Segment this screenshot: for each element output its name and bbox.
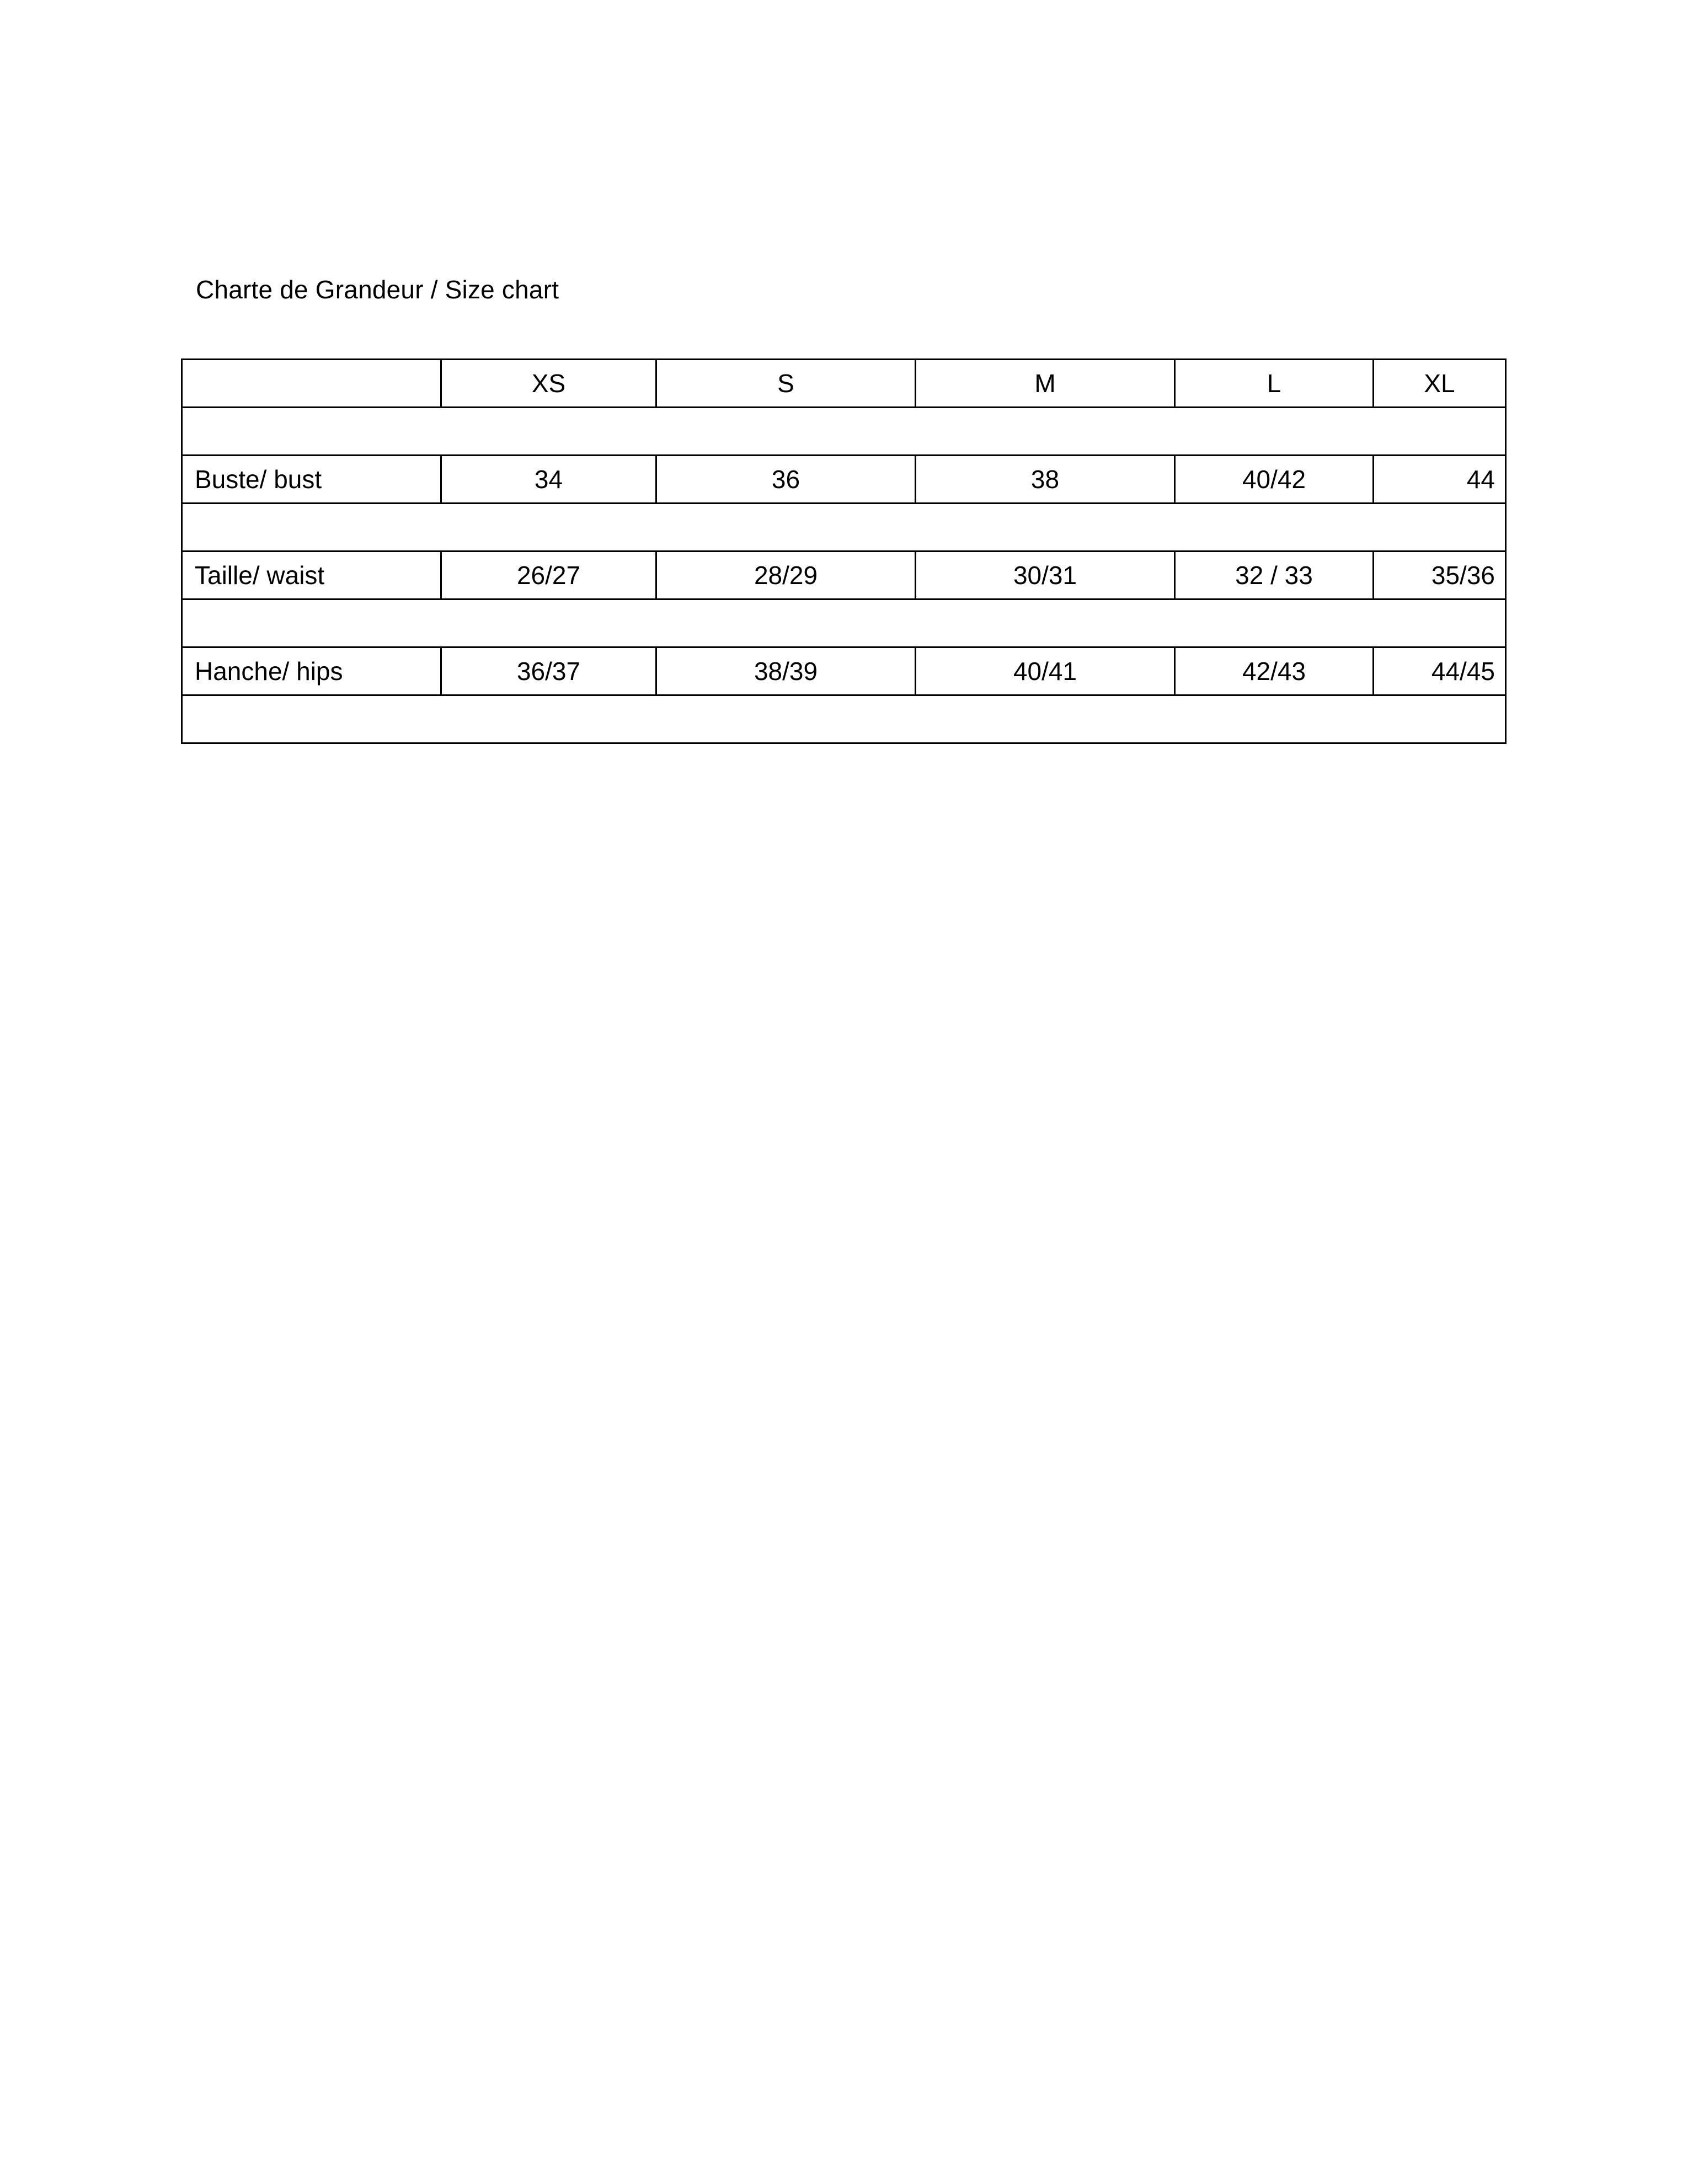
cell-bust-xs: 34	[441, 456, 656, 504]
cell-waist-m: 30/31	[916, 552, 1175, 599]
table-row	[182, 456, 1506, 504]
header-cell-xs: XS	[441, 360, 656, 408]
cell-waist-s: 28/29	[656, 552, 916, 599]
cell-bust-l: 40/42	[1175, 456, 1374, 504]
row-label-hips: Hanche/ hips	[182, 647, 441, 695]
cell-hips-m: 40/41	[916, 647, 1175, 695]
cell-hips-xl: 44/45	[1374, 647, 1506, 695]
cell-hips-s: 38/39	[656, 647, 916, 695]
cell-waist-xs: 26/27	[441, 552, 656, 599]
table-spacer-row	[182, 599, 1506, 647]
table-row	[182, 552, 1506, 599]
header-cell-l: L	[1175, 360, 1374, 408]
header-cell-m: M	[916, 360, 1175, 408]
spacer-cell	[182, 599, 1506, 647]
cell-bust-xl: 44	[1374, 456, 1506, 504]
cell-bust-s: 36	[656, 456, 916, 504]
header-cell-blank	[182, 360, 441, 408]
table-spacer-row	[182, 504, 1506, 552]
table-header-row	[182, 360, 1506, 408]
table-spacer-row	[182, 408, 1506, 456]
table-spacer-row	[182, 695, 1506, 743]
spacer-cell	[182, 695, 1506, 743]
cell-hips-xs: 36/37	[441, 647, 656, 695]
header-cell-xl: XL	[1374, 360, 1506, 408]
spacer-cell	[182, 408, 1506, 456]
cell-hips-l: 42/43	[1175, 647, 1374, 695]
table-row	[182, 647, 1506, 695]
row-label-bust: Buste/ bust	[182, 456, 441, 504]
header-cell-s: S	[656, 360, 916, 408]
spacer-cell	[182, 504, 1506, 552]
size-chart-table	[181, 358, 1507, 744]
cell-bust-m: 38	[916, 456, 1175, 504]
page-title-line-1: Charte de Grandeur / Size chart	[196, 275, 559, 304]
row-label-waist: Taille/ waist	[182, 552, 441, 599]
cell-waist-xl: 35/36	[1374, 552, 1506, 599]
cell-waist-l: 32 / 33	[1175, 552, 1374, 599]
